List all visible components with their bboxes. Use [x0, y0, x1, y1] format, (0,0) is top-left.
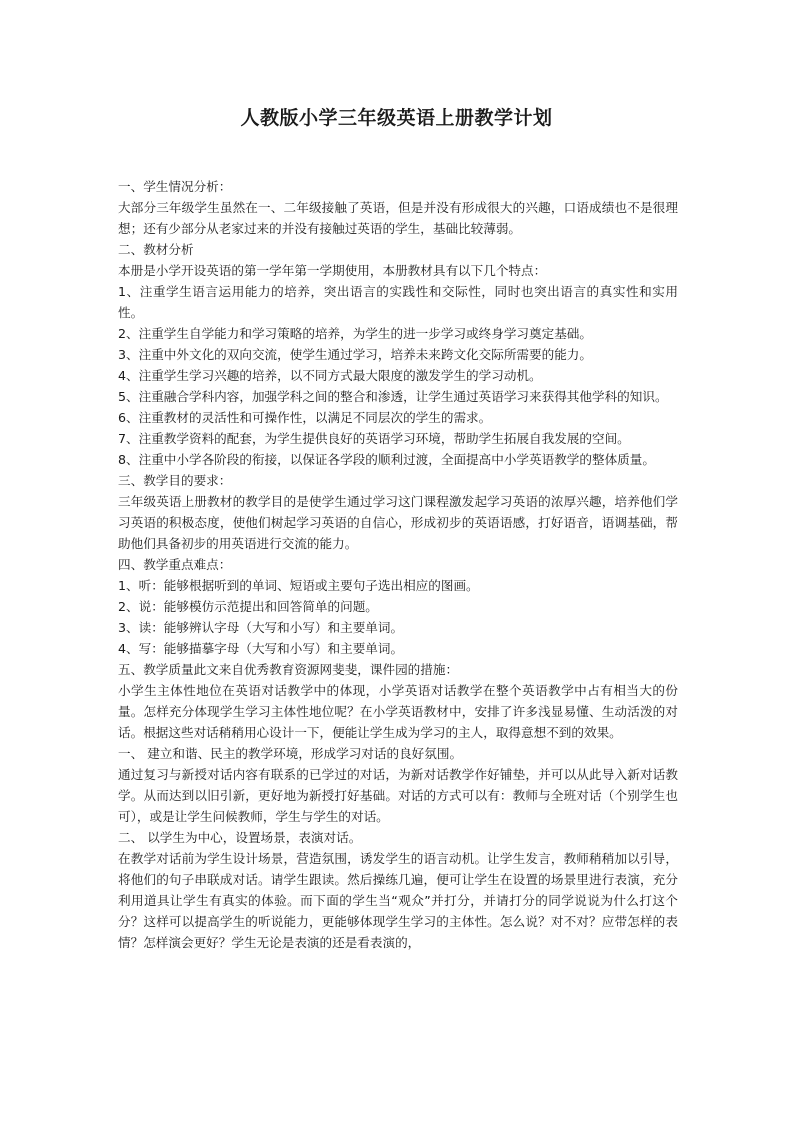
- paragraph: 一、学生情况分析：: [118, 179, 232, 194]
- paragraph: 三、教学目的要求：: [118, 473, 232, 488]
- paragraph: 4、写：能够描摹字母（大写和小写）和主要单词。: [118, 641, 404, 656]
- paragraph: 五、教学质量此文来自优秀教育资源网斐斐，课件园的措施：: [118, 662, 459, 677]
- paragraph: 4、注重学生学习兴趣的培养，以不同方式最大限度的激发学生的学习动机。: [118, 368, 542, 383]
- paragraph: 6、注重教材的灵活性和可操作性，以满足不同层次的学生的需求。: [118, 410, 492, 425]
- paragraph: 8、注重中小学各阶段的衔接，以保证各学段的顺利过渡，全面提高中小学英语教学的整体质量。: [118, 452, 655, 467]
- paragraph: 大部分三年级学生虽然在一、二年级接触了英语，但是并没有形成很大的兴趣，口语成绩也不是很理想；还有少部分从老家过来的并没有接触过英语的学生，基础比较薄弱。: [118, 200, 678, 236]
- paragraph: 1、听：能够根据听到的单词、短语或主要句子选出相应的图画。: [118, 578, 479, 593]
- paragraph: 本册是小学开设英语的第一学年第一学期使用，本册教材具有以下几个特点：: [118, 263, 547, 278]
- paragraph: 2、注重学生自学能力和学习策略的培养，为学生的进一步学习或终身学习奠定基础。: [118, 326, 592, 341]
- paragraph: 2、说：能够模仿示范提出和回答简单的问题。: [118, 599, 378, 614]
- paragraph: 5、注重融合学科内容，加强学科之间的整合和渗透，让学生通过英语学习来获得其他学科的知识。: [118, 389, 668, 404]
- paragraph: 三年级英语上册教材的教学目的是使学生通过学习这门课程激发起学习英语的浓厚兴趣，培养他们学习英语的积极态度，使他们树起学习英语的自信心，形成初步的英语语感，打好语音，语调基础，帮助他们具备初步的用英语进行交流的能力。: [118, 494, 678, 551]
- paragraph: 通过复习与新授对话内容有联系的已学过的对话，为新对话教学作好铺垫，并可以从此导入新对话教学。从而达到以旧引新，更好地为新授打好基础。对话的方式可以有：教师与全班对话（个别学生也可），或是让学生问候教师，学生与学生的对话。: [118, 767, 678, 824]
- document-title: 人教版小学三年级英语上册教学计划: [240, 107, 553, 129]
- paragraph: 二、 以学生为中心，设置场景，表演对话。: [118, 830, 362, 845]
- document-body: [118, 176, 678, 953]
- paragraph: 在教学对话前为学生设计场景，营造氛围，诱发学生的语言动机。让学生发言，教师稍稍加以引导，将他们的句子串联成对话。请学生跟读。然后操练几遍，便可让学生在设置的场景里进行表演，充分利用道具让学生有真实的体验。而下面的学生当“观众”并打分，并请打分的同学说说为什么打这个分？这样可以提高学生的听说能力，更能够体现学生学习的主体性。怎么说？对不对？应带怎样的表情？怎样演会更好？学生无论是表演的还是看表演的，: [118, 851, 678, 950]
- paragraph: 7、注重教学资料的配套，为学生提供良好的英语学习环境，帮助学生拓展自我发展的空间。: [118, 431, 630, 446]
- paragraph: 3、读：能够辨认字母（大写和小写）和主要单词。: [118, 620, 404, 635]
- paragraph: 小学生主体性地位在英语对话教学中的体现，小学英语对话教学在整个英语教学中占有相当大的份量。怎样充分体现学生学习主体性地位呢？在小学英语教材中，安排了许多浅显易懂、生动活泼的对话。根据这些对话稍稍用心设计一下，便能让学生成为学习的主人，取得意想不到的效果。: [118, 683, 678, 740]
- paragraph: 1、注重学生语言运用能力的培养，突出语言的实践性和交际性，同时也突出语言的真实性和实用性。: [118, 284, 678, 320]
- paragraph: 3、注重中外文化的双向交流，使学生通过学习，培养未来跨文化交际所需要的能力。: [118, 347, 592, 362]
- paragraph: 四、教学重点难点：: [118, 557, 232, 572]
- paragraph: 二、教材分析: [118, 242, 194, 257]
- paragraph: 一、 建立和谐、民主的教学环境，形成学习对话的良好氛围。: [118, 746, 463, 761]
